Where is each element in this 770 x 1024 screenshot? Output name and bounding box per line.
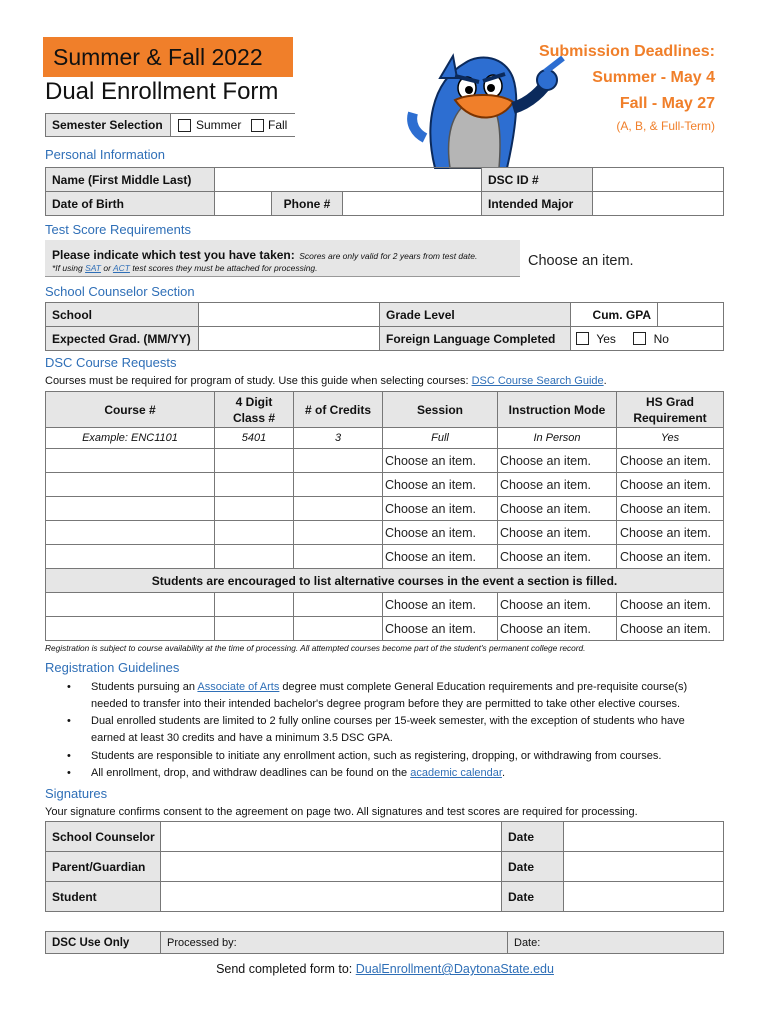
col-hs-line2: Requirement	[633, 410, 707, 425]
test-choose-dropdown[interactable]: Choose an item.	[528, 253, 634, 269]
course-field[interactable]	[46, 521, 215, 545]
mode-dropdown[interactable]: Choose an item.	[498, 521, 617, 545]
ex-session: Full	[383, 428, 498, 449]
deadline-summer: Summer - May 4	[592, 69, 715, 86]
credits-field[interactable]	[294, 449, 383, 473]
course-field[interactable]	[46, 497, 215, 521]
parent-date-field[interactable]	[564, 852, 724, 882]
credits-field[interactable]	[294, 617, 383, 641]
table-row	[46, 521, 724, 545]
student-date-field[interactable]	[564, 882, 724, 912]
col-class-line1: 4 Digit	[235, 394, 273, 409]
major-field[interactable]	[593, 192, 724, 216]
credits-field[interactable]	[294, 473, 383, 497]
name-field[interactable]	[215, 168, 482, 192]
courses-intro-end: .	[603, 375, 607, 387]
courses-intro	[45, 375, 607, 387]
processed-by-field[interactable]: Processed by:	[161, 932, 508, 954]
table-row	[46, 545, 724, 569]
gpa-field[interactable]	[658, 303, 724, 327]
mode-dropdown[interactable]: Choose an item.	[498, 593, 617, 617]
alternative-banner: Students are encouraged to list alternative courses in the event a section is filled.	[46, 569, 724, 593]
course-field[interactable]	[46, 593, 215, 617]
table-row	[46, 473, 724, 497]
name-label: Name (First Middle Last)	[46, 168, 215, 192]
col-class	[215, 392, 294, 428]
test-validity: Scores are only valid for 2 years from test date.	[299, 251, 478, 261]
mode-dropdown[interactable]: Choose an item.	[498, 497, 617, 521]
col-hs-line1: HS Grad	[645, 394, 694, 409]
hs-dropdown[interactable]: Choose an item.	[617, 521, 724, 545]
hs-dropdown[interactable]: Choose an item.	[617, 497, 724, 521]
session-dropdown[interactable]: Choose an item.	[383, 449, 498, 473]
lang-no-checkbox[interactable]	[633, 332, 646, 345]
bullet-icon: •	[67, 681, 71, 693]
lang-yes-checkbox[interactable]	[576, 332, 589, 345]
guideline-4-pre: All enrollment, drop, and withdraw deadlines can be found on the	[91, 767, 411, 779]
col-class-line2: Class #	[232, 410, 276, 425]
act-link[interactable]: ACT	[112, 263, 130, 273]
course-field[interactable]	[46, 545, 215, 569]
guideline-1-pre: Students pursuing an	[91, 681, 198, 693]
grad-label: Expected Grad. (MM/YY)	[46, 327, 199, 351]
hs-dropdown[interactable]: Choose an item.	[617, 449, 724, 473]
grade-label: Grade Level	[380, 303, 571, 327]
hs-dropdown[interactable]: Choose an item.	[617, 593, 724, 617]
counselor-date-field[interactable]	[564, 822, 724, 852]
course-field[interactable]	[46, 449, 215, 473]
table-row	[46, 593, 724, 617]
class-field[interactable]	[215, 521, 294, 545]
parent-sig-field[interactable]	[161, 852, 502, 882]
table-row	[46, 449, 724, 473]
gpa-label: Cum. GPA	[571, 303, 658, 327]
summer-checkbox[interactable]	[178, 119, 191, 132]
class-field[interactable]	[215, 473, 294, 497]
col-session: Session	[383, 392, 498, 428]
fall-label: Fall	[268, 118, 288, 132]
major-label: Intended Major	[482, 192, 593, 216]
hs-dropdown[interactable]: Choose an item.	[617, 617, 724, 641]
guideline-3: Students are responsible to initiate any enrollment action, such as registering, dropping, or withdrawing from courses.	[91, 750, 662, 762]
dscid-field[interactable]	[593, 168, 724, 192]
sat-link[interactable]: SAT	[85, 263, 101, 273]
guideline-2-line2: earned at least 30 credits and have a minimum 3.5 DSC GPA.	[91, 732, 393, 744]
test-heading: Test Score Requirements	[45, 222, 191, 237]
semester-selection-box	[45, 113, 295, 137]
class-field[interactable]	[215, 593, 294, 617]
credits-field[interactable]	[294, 521, 383, 545]
mode-dropdown[interactable]: Choose an item.	[498, 449, 617, 473]
email-link[interactable]: DualEnrollment@DaytonaState.edu	[355, 962, 554, 976]
school-field[interactable]	[199, 303, 380, 327]
credits-field[interactable]	[294, 497, 383, 521]
course-footnote: Registration is subject to course availability at the time of processing. All attempted courses become part of the student's permanent college record.	[45, 643, 586, 653]
academic-calendar-link[interactable]: academic calendar	[410, 767, 502, 779]
counselor-table	[45, 302, 724, 351]
parent-date-label: Date	[502, 852, 564, 882]
test-note-prefix: *If using	[52, 263, 86, 273]
lang-yes-label: Yes	[596, 331, 616, 346]
course-field[interactable]	[46, 473, 215, 497]
ex-hs: Yes	[617, 428, 724, 449]
table-row	[46, 497, 724, 521]
deadline-note: (A, B, & Full-Term)	[616, 119, 715, 133]
mode-dropdown[interactable]: Choose an item.	[498, 617, 617, 641]
parent-sig-label: Parent/Guardian	[46, 852, 161, 882]
dscid-label: DSC ID #	[482, 168, 593, 192]
test-prompt-box	[45, 240, 520, 277]
mode-dropdown[interactable]: Choose an item.	[498, 473, 617, 497]
personal-heading: Personal Information	[45, 147, 165, 162]
class-field[interactable]	[215, 497, 294, 521]
grad-field[interactable]	[199, 327, 380, 351]
courses-intro-text: Courses must be required for program of study. Use this guide when selecting courses:	[45, 375, 472, 387]
student-sig-field[interactable]	[161, 882, 502, 912]
table-row	[46, 617, 724, 641]
bullet-icon: •	[67, 767, 71, 779]
session-dropdown[interactable]: Choose an item.	[383, 473, 498, 497]
ex-course: Example: ENC1101	[46, 428, 215, 449]
guideline-4-post: .	[501, 767, 506, 779]
guideline-1-line2: needed to transfer into their intended bachelor's degree program before they are permitted to take other elective courses.	[91, 698, 681, 710]
ex-class: 5401	[215, 428, 294, 449]
guideline-1	[91, 679, 687, 696]
col-hs	[617, 392, 724, 428]
guidelines-heading: Registration Guidelines	[45, 660, 180, 675]
dsc-date-field[interactable]: Date:	[508, 932, 724, 954]
col-course: Course #	[46, 392, 215, 428]
hs-dropdown[interactable]: Choose an item.	[617, 473, 724, 497]
signatures-heading: Signatures	[45, 786, 108, 801]
signatures-intro: Your signature confirms consent to the agreement on page two. All signatures and test scores are required for processing.	[45, 806, 638, 818]
col-credits: # of Credits	[294, 392, 383, 428]
session-dropdown[interactable]: Choose an item.	[383, 497, 498, 521]
deadlines-title: Submission Deadlines:	[538, 43, 715, 60]
bullet-icon: •	[67, 715, 71, 727]
dob-label: Date of Birth	[46, 192, 215, 216]
dob-field[interactable]	[215, 192, 272, 216]
counselor-heading: School Counselor Section	[45, 284, 195, 299]
ex-credits: 3	[294, 428, 383, 449]
guideline-2: Dual enrolled students are limited to 2 fully online courses per 15-week semester, with the exception of students who have	[91, 715, 685, 727]
col-mode: Instruction Mode	[498, 392, 617, 428]
counselor-date-label: Date	[502, 822, 564, 852]
session-dropdown[interactable]: Choose an item.	[383, 521, 498, 545]
page-title: Dual Enrollment Form	[45, 78, 279, 105]
session-dropdown[interactable]: Choose an item.	[383, 617, 498, 641]
session-dropdown[interactable]: Choose an item.	[383, 593, 498, 617]
credits-field[interactable]	[294, 545, 383, 569]
counselor-sig-field[interactable]	[161, 822, 502, 852]
courses-heading: DSC Course Requests	[45, 355, 177, 370]
personal-table	[45, 167, 724, 216]
title-orange: Summer & Fall 2022	[53, 44, 263, 70]
student-sig-label: Student	[46, 882, 161, 912]
credits-field[interactable]	[294, 593, 383, 617]
phone-field[interactable]	[343, 192, 482, 216]
class-field[interactable]	[215, 545, 294, 569]
school-label: School	[46, 303, 199, 327]
associate-of-arts-link[interactable]: Associate of Arts	[197, 681, 280, 693]
dsc-use-table	[45, 931, 724, 954]
phone-label: Phone #	[272, 192, 343, 216]
example-row	[46, 428, 724, 449]
title-orange-box	[43, 37, 293, 77]
ex-mode: In Person	[498, 428, 617, 449]
footer	[0, 962, 770, 976]
student-date-label: Date	[502, 882, 564, 912]
class-field[interactable]	[215, 617, 294, 641]
course-search-guide-link[interactable]: DSC Course Search Guide	[471, 375, 604, 387]
guideline-1-post: degree must complete General Education requirements and pre-requisite course(s)	[279, 681, 688, 693]
course-field[interactable]	[46, 617, 215, 641]
dsc-use-label: DSC Use Only	[46, 932, 161, 954]
guideline-4	[91, 765, 505, 782]
session-dropdown[interactable]: Choose an item.	[383, 545, 498, 569]
summer-label: Summer	[196, 118, 242, 132]
signatures-table	[45, 821, 724, 912]
fall-checkbox[interactable]	[251, 119, 264, 132]
bullet-icon: •	[67, 750, 71, 762]
courses-table	[45, 391, 724, 641]
test-prompt: Please indicate which test you have taken:	[52, 248, 295, 262]
counselor-sig-label: School Counselor	[46, 822, 161, 852]
semester-label: Semester Selection	[52, 118, 163, 132]
test-note-suffix: test scores they must be attached for processing.	[129, 263, 318, 273]
lang-no-label: No	[653, 331, 669, 346]
class-field[interactable]	[215, 449, 294, 473]
language-label: Foreign Language Completed	[380, 327, 571, 351]
test-note-or: or	[100, 263, 113, 273]
footer-send-text: Send completed form to:	[216, 962, 356, 976]
alternative-banner-row	[46, 569, 724, 593]
deadline-fall: Fall - May 27	[619, 95, 715, 112]
mode-dropdown[interactable]: Choose an item.	[498, 545, 617, 569]
hs-dropdown[interactable]: Choose an item.	[617, 545, 724, 569]
